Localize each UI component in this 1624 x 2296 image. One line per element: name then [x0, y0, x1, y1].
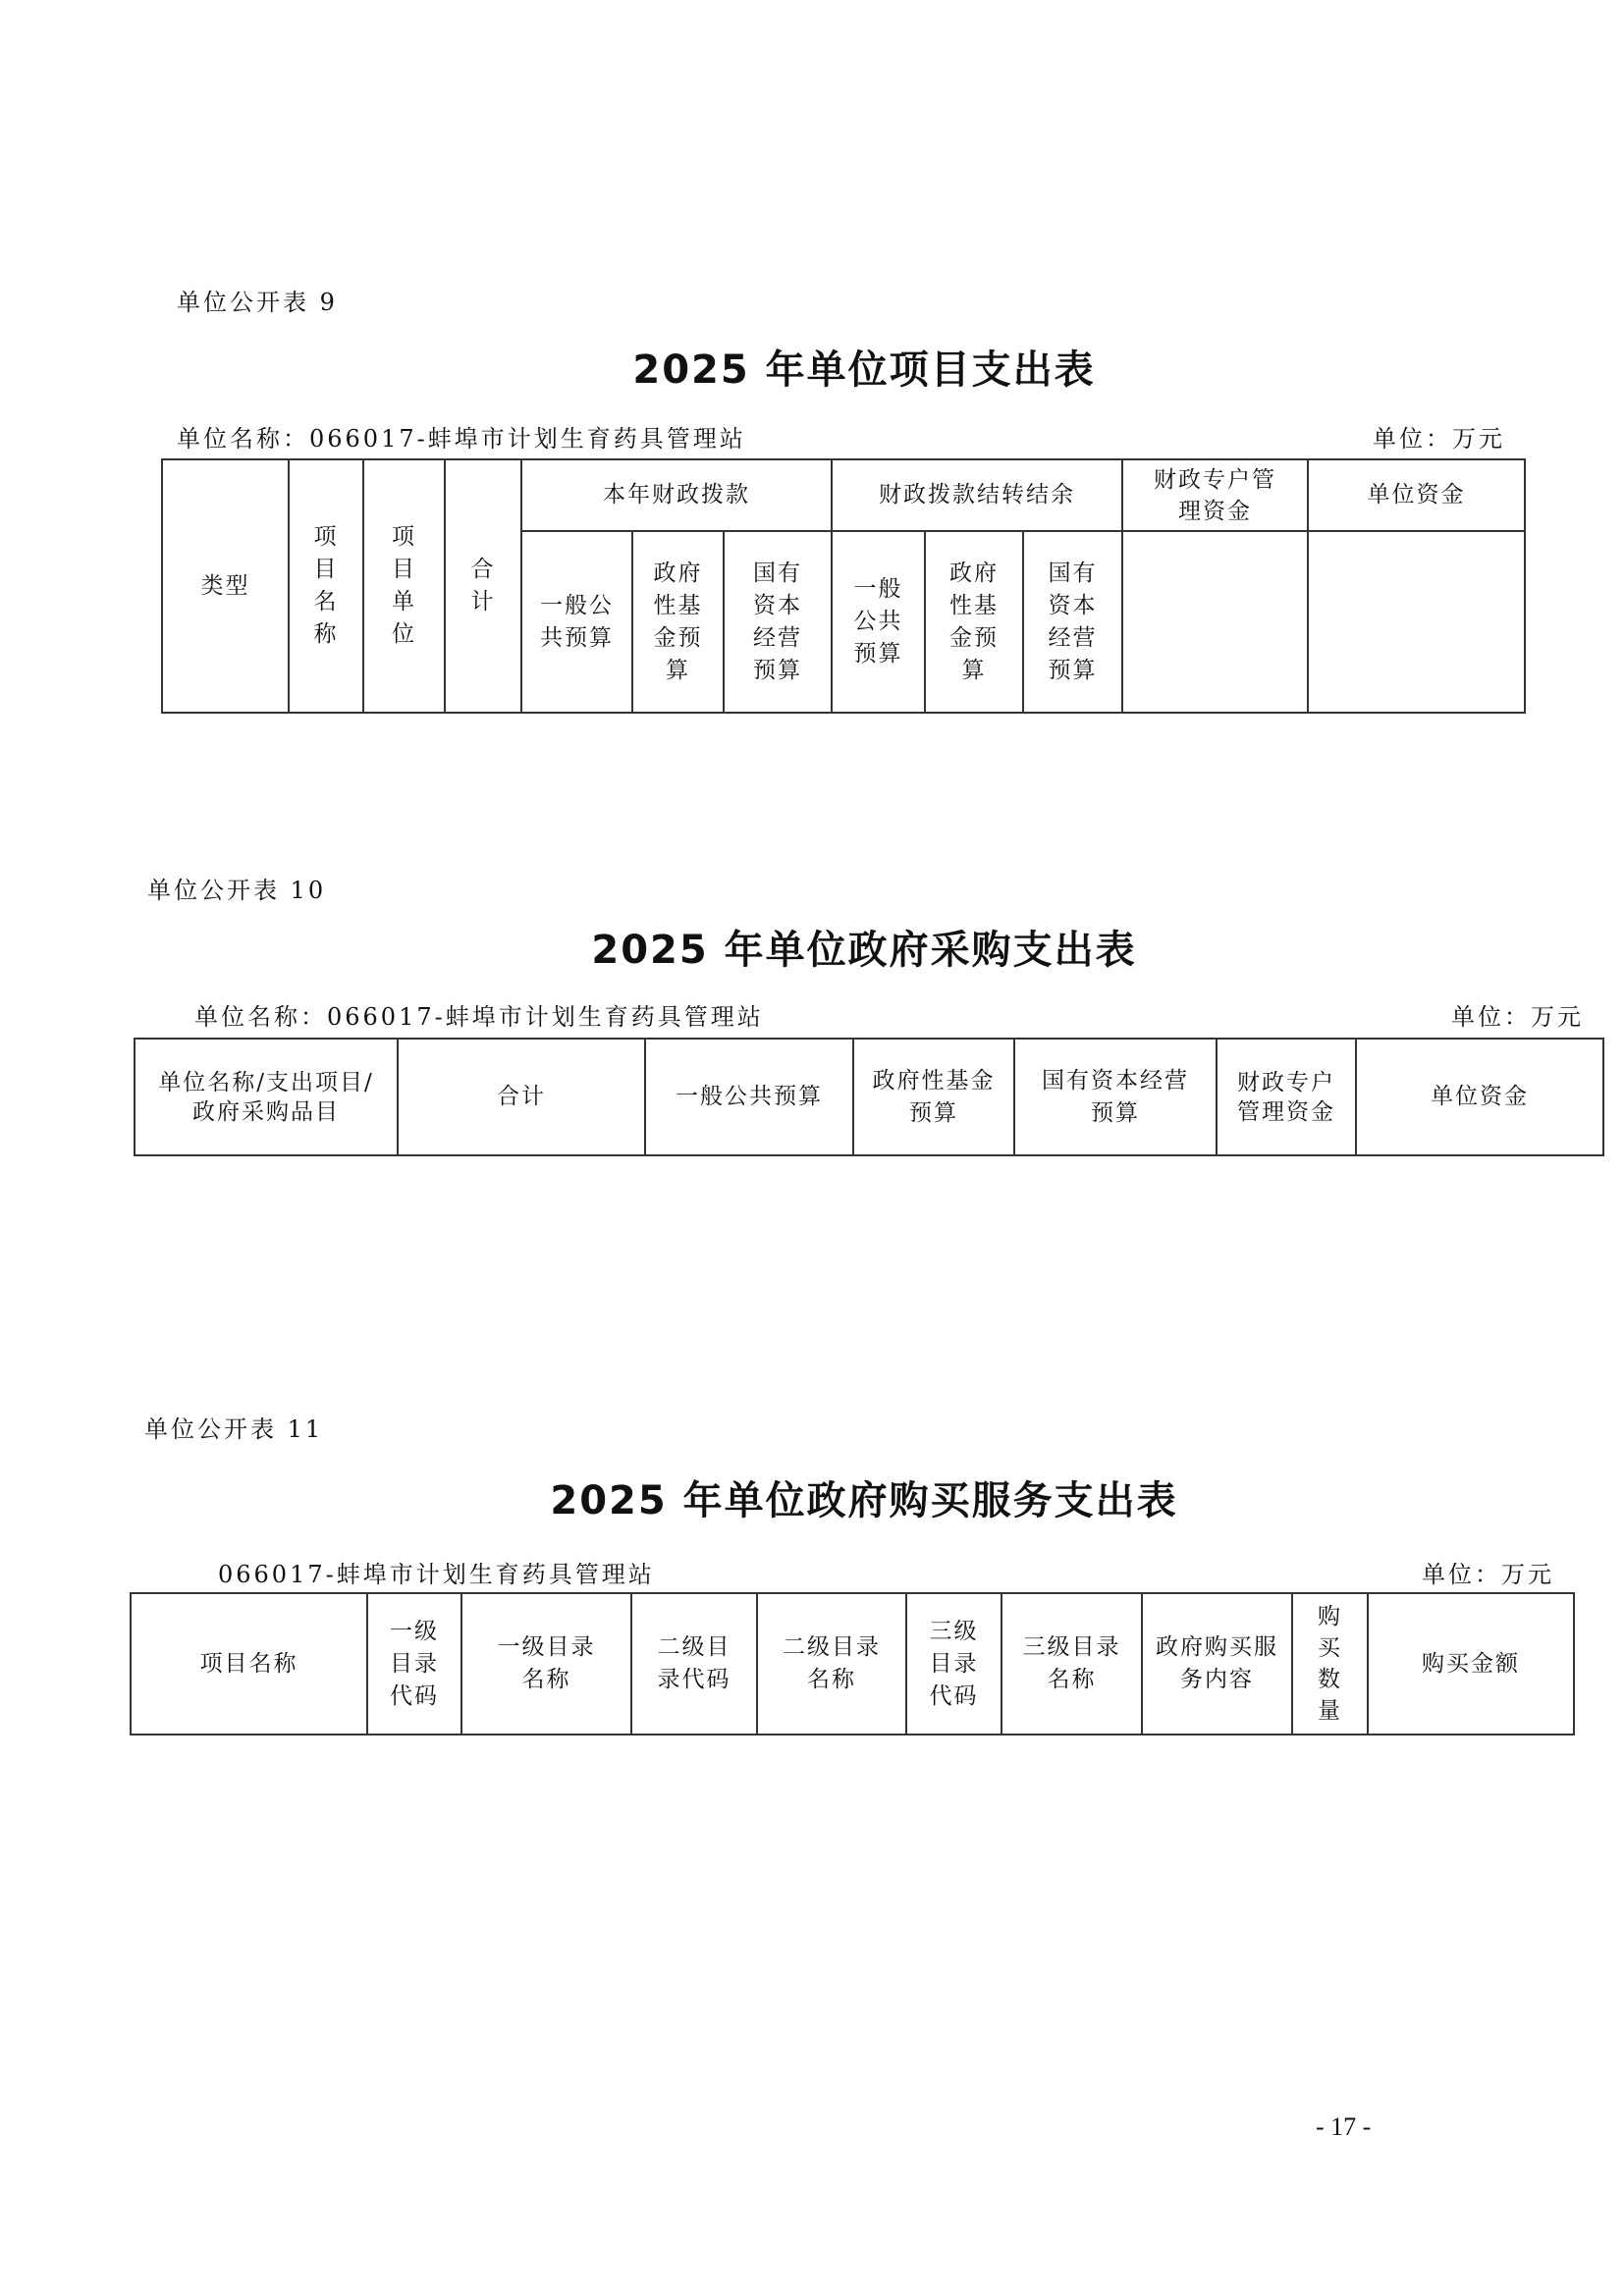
header-total: 合计: [445, 459, 521, 713]
header-unit-funds: 单位资金: [1356, 1039, 1603, 1155]
header-total: 合计: [398, 1039, 645, 1155]
header-general-budget: 一般公共预算: [645, 1039, 853, 1155]
header-project-name: 项目名称: [131, 1593, 367, 1735]
cell-special-account-empty: [1122, 531, 1308, 713]
header-type: 类型: [162, 459, 289, 713]
header-service-content: 政府购买服务内容: [1142, 1593, 1292, 1735]
header-quantity: 购买数量: [1292, 1593, 1368, 1735]
table10-unit-name: 单位名称：066017-蚌埠市计划生育药具管理站: [194, 1003, 764, 1031]
header-project-name: 项目名称: [289, 459, 363, 713]
header-gov-fund-budget: 政府性基金预算: [853, 1039, 1014, 1155]
header-level2-code: 二级目录代码: [631, 1593, 757, 1735]
header-state-capital-budget: 国有资本经营预算: [1014, 1039, 1217, 1155]
table11-unit: 单位：万元: [1422, 1561, 1554, 1588]
table10-label: 单位公开表 10: [147, 877, 327, 904]
header-carryover: 财政拨款结转结余: [832, 459, 1122, 531]
cell-unit-funds-empty: [1308, 531, 1525, 713]
table11-unit-name: 066017-蚌埠市计划生育药具管理站: [218, 1561, 655, 1588]
header-special-account-funds: 财政专户管理资金: [1122, 459, 1308, 531]
header-co-general-budget: 一般公共预算: [832, 531, 925, 713]
project-expenditure-table: [161, 458, 1526, 714]
page-number: - 17 -: [1316, 2112, 1372, 2141]
header-level3-name: 三级目录名称: [1001, 1593, 1142, 1735]
table10-title: 2025 年单位政府采购支出表: [591, 928, 1137, 973]
header-unit-item: 单位名称/支出项目/政府采购品目: [135, 1039, 398, 1155]
header-current-year-appropriation: 本年财政拨款: [521, 459, 832, 531]
header-cy-state-capital-budget: 国有资本经营预算: [724, 531, 832, 713]
header-unit-funds: 单位资金: [1308, 459, 1525, 531]
header-co-state-capital-budget: 国有资本经营预算: [1023, 531, 1122, 713]
header-special-account-funds: 财政专户管理资金: [1217, 1039, 1356, 1155]
table9-unit-name: 单位名称：066017-蚌埠市计划生育药具管理站: [177, 425, 746, 453]
header-cy-gov-fund-budget: 政府性基金预算: [632, 531, 724, 713]
gov-procurement-table: [134, 1038, 1604, 1156]
table11-title: 2025 年单位政府购买服务支出表: [550, 1478, 1178, 1523]
table9-unit: 单位：万元: [1373, 425, 1505, 453]
header-level2-name: 二级目录名称: [757, 1593, 906, 1735]
gov-service-purchase-table: [130, 1592, 1575, 1735]
header-project-unit: 项目单位: [363, 459, 445, 713]
table9-label: 单位公开表 9: [177, 289, 338, 316]
header-amount: 购买金额: [1368, 1593, 1574, 1735]
table10-unit: 单位：万元: [1451, 1003, 1584, 1031]
table11-label: 单位公开表 11: [144, 1415, 324, 1443]
table9-title: 2025 年单位项目支出表: [632, 347, 1096, 393]
header-level1-code: 一级目录代码: [367, 1593, 461, 1735]
header-level3-code: 三级目录代码: [906, 1593, 1001, 1735]
header-level1-name: 一级目录名称: [461, 1593, 631, 1735]
header-co-gov-fund-budget: 政府性基金预算: [925, 531, 1023, 713]
header-cy-general-budget: 一般公共预算: [521, 531, 632, 713]
